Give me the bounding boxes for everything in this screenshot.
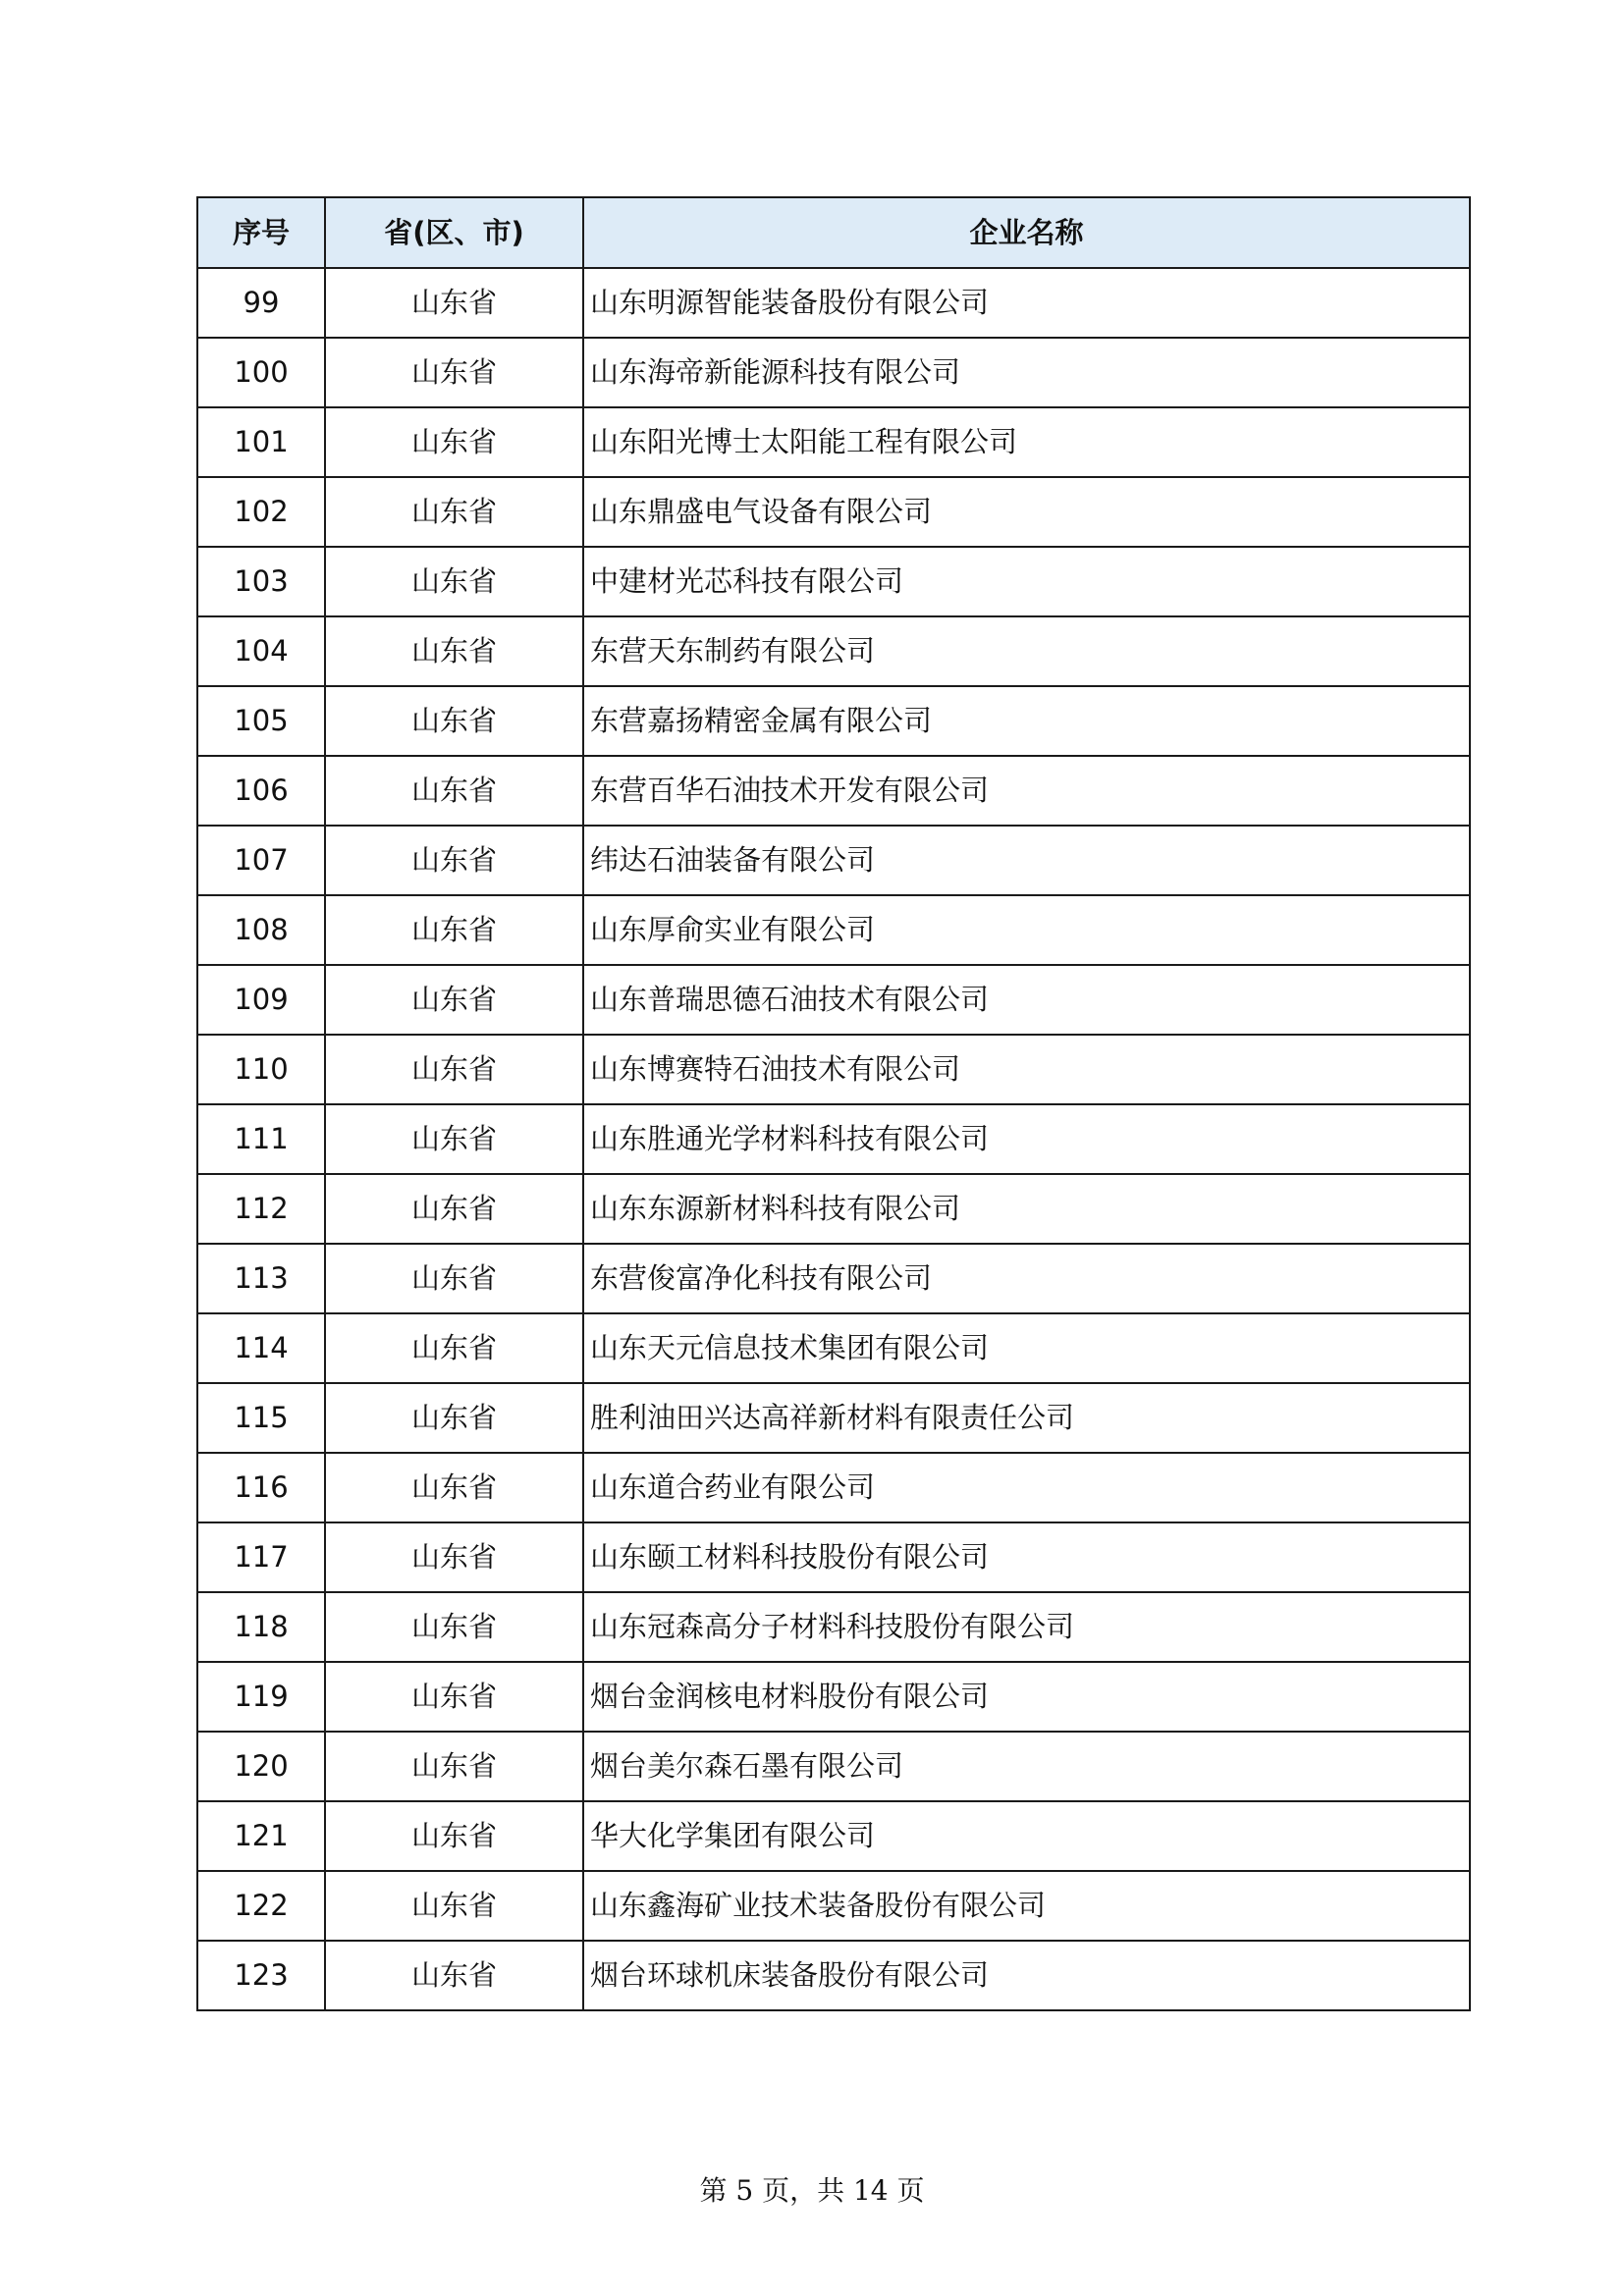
table-row	[197, 826, 1470, 895]
cell-province: 山东省	[325, 1104, 583, 1174]
cell-province: 山东省	[325, 1801, 583, 1871]
cell-serial-number: 110	[197, 1035, 325, 1104]
header-province: 省(区、市)	[325, 197, 583, 268]
cell-province: 山东省	[325, 1732, 583, 1801]
cell-serial-number: 109	[197, 965, 325, 1035]
cell-company-name: 山东天元信息技术集团有限公司	[583, 1313, 1470, 1383]
cell-province: 山东省	[325, 1941, 583, 2010]
cell-company-name: 山东冠森高分子材料科技股份有限公司	[583, 1592, 1470, 1662]
cell-company-name: 烟台金润核电材料股份有限公司	[583, 1662, 1470, 1732]
cell-serial-number: 100	[197, 338, 325, 407]
cell-serial-number: 123	[197, 1941, 325, 2010]
cell-company-name: 山东道合药业有限公司	[583, 1453, 1470, 1522]
header-company-name: 企业名称	[583, 197, 1470, 268]
table-row	[197, 1801, 1470, 1871]
table-row	[197, 338, 1470, 407]
cell-company-name: 山东东源新材料科技有限公司	[583, 1174, 1470, 1244]
cell-province: 山东省	[325, 686, 583, 756]
cell-province: 山东省	[325, 616, 583, 686]
table-row	[197, 1313, 1470, 1383]
table-row	[197, 895, 1470, 965]
table-row	[197, 547, 1470, 616]
cell-company-name: 山东博赛特石油技术有限公司	[583, 1035, 1470, 1104]
table-row	[197, 1871, 1470, 1941]
cell-company-name: 中建材光芯科技有限公司	[583, 547, 1470, 616]
cell-province: 山东省	[325, 756, 583, 826]
cell-company-name: 山东鼎盛电气设备有限公司	[583, 477, 1470, 547]
cell-serial-number: 105	[197, 686, 325, 756]
cell-serial-number: 122	[197, 1871, 325, 1941]
cell-company-name: 胜利油田兴达高祥新材料有限责任公司	[583, 1383, 1470, 1453]
table-row	[197, 965, 1470, 1035]
table-row	[197, 1453, 1470, 1522]
cell-serial-number: 116	[197, 1453, 325, 1522]
cell-company-name: 山东颐工材料科技股份有限公司	[583, 1522, 1470, 1592]
cell-serial-number: 113	[197, 1244, 325, 1313]
cell-province: 山东省	[325, 1592, 583, 1662]
cell-serial-number: 119	[197, 1662, 325, 1732]
table-row	[197, 1522, 1470, 1592]
cell-province: 山东省	[325, 1522, 583, 1592]
cell-province: 山东省	[325, 547, 583, 616]
table-row	[197, 756, 1470, 826]
cell-province: 山东省	[325, 477, 583, 547]
cell-serial-number: 103	[197, 547, 325, 616]
cell-province: 山东省	[325, 268, 583, 338]
cell-province: 山东省	[325, 407, 583, 477]
cell-company-name: 纬达石油装备有限公司	[583, 826, 1470, 895]
table-row	[197, 1174, 1470, 1244]
cell-province: 山东省	[325, 1035, 583, 1104]
cell-serial-number: 104	[197, 616, 325, 686]
table-row	[197, 686, 1470, 756]
cell-company-name: 烟台美尔森石墨有限公司	[583, 1732, 1470, 1801]
cell-company-name: 山东鑫海矿业技术装备股份有限公司	[583, 1871, 1470, 1941]
cell-serial-number: 102	[197, 477, 325, 547]
table-body	[197, 268, 1470, 2010]
cell-company-name: 东营百华石油技术开发有限公司	[583, 756, 1470, 826]
cell-company-name: 山东明源智能装备股份有限公司	[583, 268, 1470, 338]
company-list-table	[196, 196, 1471, 2011]
cell-serial-number: 108	[197, 895, 325, 965]
table-row	[197, 268, 1470, 338]
cell-serial-number: 99	[197, 268, 325, 338]
cell-serial-number: 101	[197, 407, 325, 477]
page-number-footer: 第 5 页，共 14 页	[699, 2174, 925, 2207]
cell-province: 山东省	[325, 1871, 583, 1941]
cell-company-name: 山东阳光博士太阳能工程有限公司	[583, 407, 1470, 477]
cell-serial-number: 112	[197, 1174, 325, 1244]
cell-company-name: 山东海帝新能源科技有限公司	[583, 338, 1470, 407]
cell-serial-number: 114	[197, 1313, 325, 1383]
table-row	[197, 1244, 1470, 1313]
cell-company-name: 华大化学集团有限公司	[583, 1801, 1470, 1871]
table-row	[197, 477, 1470, 547]
cell-company-name: 山东厚俞实业有限公司	[583, 895, 1470, 965]
cell-company-name: 东营嘉扬精密金属有限公司	[583, 686, 1470, 756]
cell-province: 山东省	[325, 1244, 583, 1313]
cell-company-name: 东营俊富净化科技有限公司	[583, 1244, 1470, 1313]
table-row	[197, 1383, 1470, 1453]
table-row	[197, 407, 1470, 477]
cell-province: 山东省	[325, 1174, 583, 1244]
cell-province: 山东省	[325, 965, 583, 1035]
cell-province: 山东省	[325, 826, 583, 895]
header-serial-number: 序号	[197, 197, 325, 268]
cell-serial-number: 118	[197, 1592, 325, 1662]
cell-province: 山东省	[325, 1383, 583, 1453]
table-row	[197, 1592, 1470, 1662]
cell-company-name: 东营天东制药有限公司	[583, 616, 1470, 686]
table-header-row	[197, 197, 1470, 268]
cell-company-name: 山东普瑞思德石油技术有限公司	[583, 965, 1470, 1035]
table-row	[197, 1732, 1470, 1801]
cell-province: 山东省	[325, 1313, 583, 1383]
cell-serial-number: 117	[197, 1522, 325, 1592]
table-row	[197, 1662, 1470, 1732]
table-row	[197, 1104, 1470, 1174]
cell-company-name: 烟台环球机床装备股份有限公司	[583, 1941, 1470, 2010]
cell-serial-number: 106	[197, 756, 325, 826]
table-row	[197, 1035, 1470, 1104]
table-row	[197, 616, 1470, 686]
cell-serial-number: 121	[197, 1801, 325, 1871]
cell-serial-number: 115	[197, 1383, 325, 1453]
cell-serial-number: 107	[197, 826, 325, 895]
cell-serial-number: 120	[197, 1732, 325, 1801]
company-list-table-container	[196, 196, 1469, 2011]
cell-province: 山东省	[325, 1662, 583, 1732]
cell-company-name: 山东胜通光学材料科技有限公司	[583, 1104, 1470, 1174]
cell-province: 山东省	[325, 1453, 583, 1522]
cell-province: 山东省	[325, 895, 583, 965]
table-row	[197, 1941, 1470, 2010]
cell-serial-number: 111	[197, 1104, 325, 1174]
cell-province: 山东省	[325, 338, 583, 407]
